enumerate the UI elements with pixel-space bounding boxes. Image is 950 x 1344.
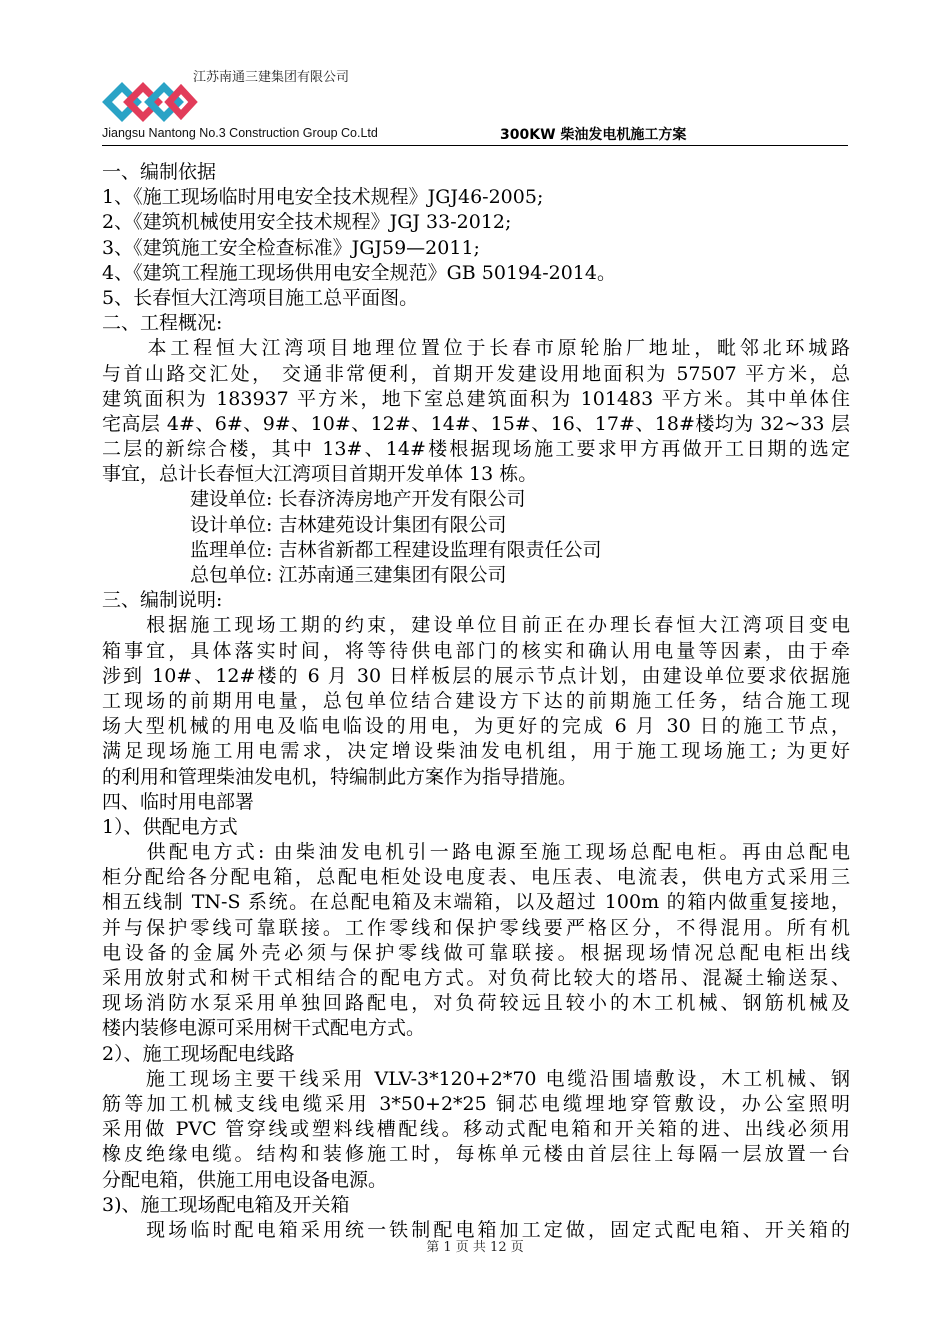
supervision-unit: 监理单位: 吉林省新都工程建设监理有限责任公司 bbox=[190, 538, 602, 561]
section-heading-4: 四、临时用电部署 bbox=[102, 790, 255, 813]
construction-unit: 建设单位: 长春济涛房地产开发有限公司 bbox=[190, 488, 526, 511]
document-body bbox=[102, 160, 850, 1243]
wiring-line: 采用做 PVC 管穿线或塑料线槽配线。移动式配电箱和开关箱的进、出线必须用 bbox=[102, 1118, 850, 1141]
company-name-en: Jiangsu Nantong No.3 Construction Group Co.Ltd bbox=[102, 126, 378, 140]
header-divider bbox=[102, 145, 848, 146]
subsection-heading-2: 2）、施工现场配电线路 bbox=[102, 1042, 295, 1065]
overview-line: 宅高层 4#、6#、9#、10#、12#、14#、15#、16、17#、18#楼均为 32~33 层 bbox=[102, 412, 850, 435]
explanation-line: 满足现场施工用电需求，决定增设柴油发电机组，用于施工现场施工; 为更好 bbox=[102, 740, 850, 763]
reference-item-1: 1、《施工现场临时用电安全技术规程》JGJ46-2005; bbox=[102, 186, 544, 209]
subsection-heading-1: 1）、供配电方式 bbox=[102, 815, 238, 838]
company-logo bbox=[102, 82, 198, 122]
power-supply-line: 相五线制 TN-S 系统。在总配电箱及末端箱，以及超过 100m 的箱内做重复接地， bbox=[102, 891, 850, 914]
overview-line: 事宜，总计长春恒大江湾项目首期开发单体 13 栋。 bbox=[102, 463, 538, 486]
wiring-line: 橡皮绝缘电缆。结构和装修施工时，每栋单元楼由首层往上每隔一层放置一台 bbox=[102, 1143, 850, 1166]
overview-line: 与首山路交汇处， 交通非常便利，首期开发建设用地面积为 57507 平方米，总 bbox=[102, 362, 850, 385]
document-title: 300KW 柴油发电机施工方案 bbox=[500, 127, 687, 143]
power-supply-line: 并与保护零线可靠联接。工作零线和保护零线要严格区分，不得混用。所有机 bbox=[102, 916, 850, 939]
power-supply-line: 楼内装修电源可采用树干式配电方式。 bbox=[102, 1017, 426, 1040]
power-supply-line: 柜分配给各分配电箱，总配电柜处设电度表、电压表、电流表，供电方式采用三 bbox=[102, 866, 850, 889]
power-supply-line: 现场消防水泵采用单独回路配电，对负荷较远且较小的木工机械、钢筋机械及 bbox=[102, 992, 850, 1015]
company-name-cn: 江苏南通三建集团有限公司 bbox=[193, 70, 350, 85]
power-supply-line: 供配电方式: 由柴油发电机引一路电源至施工现场总配电柜。再由总配电 bbox=[102, 841, 850, 864]
page-number: 第 1 页 共 12 页 bbox=[426, 1240, 524, 1255]
page-header bbox=[102, 60, 848, 146]
explanation-line: 的利用和管理柴油发电机，特编制此方案作为指导措施。 bbox=[102, 765, 578, 788]
wiring-line: 施工现场主要干线采用 VLV-3*120+2*70 电缆沿围墙敷设，木工机械、钢 bbox=[102, 1067, 850, 1090]
general-contractor: 总包单位: 江苏南通三建集团有限公司 bbox=[190, 564, 507, 586]
overview-line: 建筑面积为 183937 平方米，地下室总建筑面积为 101483 平方米。其中单体住 bbox=[102, 387, 850, 410]
power-supply-line: 电设备的金属外壳必须与保护零线做可靠联接。根据现场情况总配电柜出线 bbox=[102, 941, 850, 964]
section-heading-1: 一、编制依据 bbox=[102, 161, 217, 183]
overview-line: 二层的新综合楼，其中 13#、14#楼根据现场施工要求甲方再做开工日期的选定 bbox=[102, 438, 850, 461]
subsection-heading-3: 3)、施工现场配电箱及开关箱 bbox=[102, 1193, 350, 1216]
reference-item-4: 4、《建筑工程施工现场供用电安全规范》GB 50194-2014。 bbox=[102, 261, 616, 284]
explanation-line: 箱事宜，具体落实时间，将等待供电部门的核实和确认用电量等因素，由于牵 bbox=[102, 639, 850, 662]
section-heading-2: 二、工程概况: bbox=[102, 312, 223, 335]
reference-item-2: 2、《建筑机械使用安全技术规程》JGJ 33-2012; bbox=[102, 211, 512, 234]
reference-item-3: 3、《建筑施工安全检查标准》JGJ59—2011; bbox=[102, 236, 480, 259]
explanation-line: 涉到 10#、12#楼的 6 月 30 日样板层的展示节点计划，由建设单位要求依据施 bbox=[102, 664, 850, 687]
wiring-line: 分配电箱，供施工用电设备电源。 bbox=[102, 1168, 388, 1191]
wiring-line: 筋等加工机械支线电缆采用 3*50+2*25 铜芯电缆埋地穿管敷设，办公室照明 bbox=[102, 1092, 850, 1115]
overview-line: 本工程恒大江湾项目地理位置位于长春市原轮胎厂地址，毗邻北环城路 bbox=[102, 337, 850, 360]
section-heading-3: 三、编制说明: bbox=[102, 589, 223, 612]
power-supply-line: 采用放射式和树干式相结合的配电方式。对负荷比较大的塔吊、混凝土输送泵、 bbox=[102, 967, 850, 989]
distribution-box-line: 现场临时配电箱采用统一铁制配电箱加工定做，固定式配电箱、开关箱的 bbox=[102, 1218, 850, 1241]
explanation-line: 工现场的前期用电量，总包单位结合建设方下达的前期施工任务，结合施工现 bbox=[102, 689, 850, 712]
reference-item-5: 5、长春恒大江湾项目施工总平面图。 bbox=[102, 286, 419, 309]
design-unit: 设计单位: 吉林建苑设计集团有限公司 bbox=[190, 513, 507, 536]
explanation-line: 场大型机械的用电及临电临设的用电，为更好的完成 6 月 30 日的施工节点， bbox=[102, 715, 850, 738]
explanation-line: 根据施工现场工期的约束，建设单位目前正在办理长春恒大江湾项目变电 bbox=[102, 614, 850, 637]
